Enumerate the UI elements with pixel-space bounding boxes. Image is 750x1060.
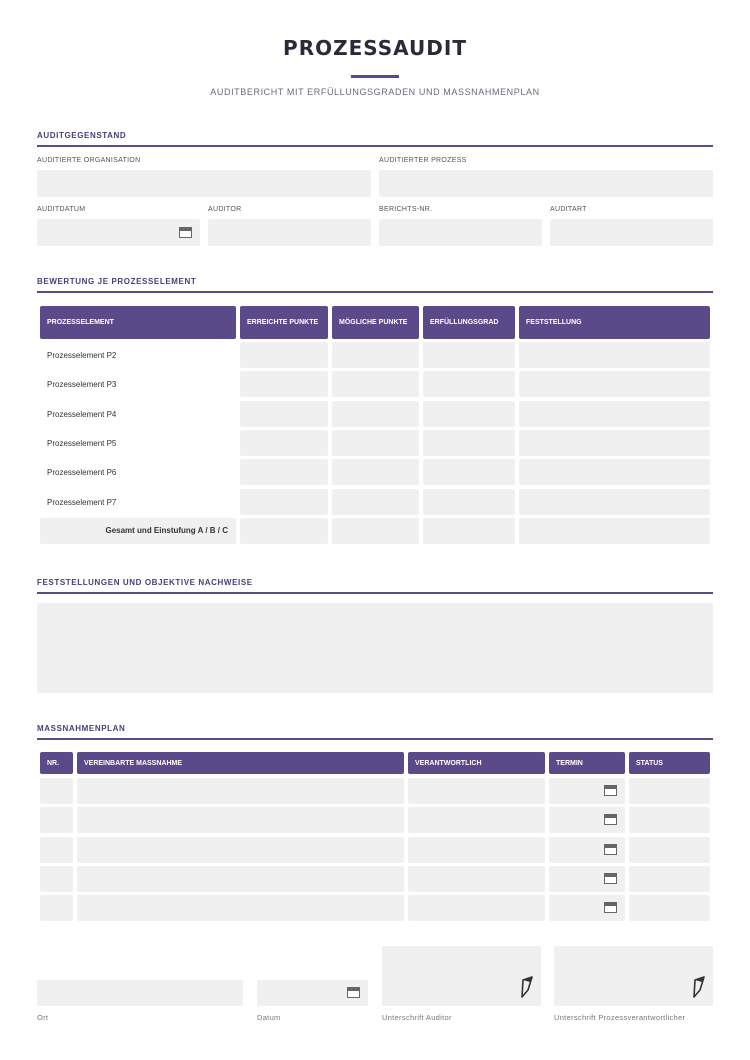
total-row-label: Gesamt und Einstufung A / B / C xyxy=(105,526,228,535)
evaluation-cell-achieved-points[interactable] xyxy=(240,401,328,427)
date-label: Datum xyxy=(257,1013,281,1022)
section-heading-action-plan: MASSNAHMENPLAN xyxy=(37,724,713,740)
action-cell-number[interactable] xyxy=(40,807,73,833)
column-header-fulfilment: ERFÜLLUNGSGRAD xyxy=(423,306,515,339)
total-fulfilment[interactable] xyxy=(423,518,515,544)
calendar-icon[interactable] xyxy=(347,987,360,998)
action-cell-action[interactable] xyxy=(77,895,404,921)
owner-signature-field[interactable] xyxy=(554,946,713,1006)
action-cell-responsible[interactable] xyxy=(408,778,545,804)
action-cell-status[interactable] xyxy=(629,778,710,804)
action-cell-deadline[interactable] xyxy=(549,866,625,892)
action-cell-number[interactable] xyxy=(40,866,73,892)
section-heading-audit-subject: AUDITGEGENSTAND xyxy=(37,131,713,147)
date-field[interactable] xyxy=(257,980,368,1006)
column-header-finding: FESTSTELLUNG xyxy=(519,306,710,339)
column-header-number: NR. xyxy=(40,752,73,774)
findings-textarea[interactable] xyxy=(37,603,713,693)
calendar-icon[interactable] xyxy=(604,814,617,825)
calendar-icon[interactable] xyxy=(179,227,192,238)
action-cell-action[interactable] xyxy=(77,837,404,863)
auditor-signature-label: Unterschrift Auditor xyxy=(382,1013,452,1022)
total-possible-points[interactable] xyxy=(332,518,419,544)
place-label: Ort xyxy=(37,1013,49,1022)
total-row-label-cell xyxy=(40,518,236,544)
action-cell-action[interactable] xyxy=(77,866,404,892)
auditor-field[interactable] xyxy=(208,219,371,246)
section-heading-evaluation: BEWERTUNG JE PROZESSELEMENT xyxy=(37,277,713,293)
total-achieved-points[interactable] xyxy=(240,518,328,544)
column-header-element: PROZESSELEMENT xyxy=(40,306,236,339)
audit-date-label: AUDITDATUM xyxy=(37,206,86,213)
evaluation-row-label: Prozesselement P2 xyxy=(47,351,117,360)
column-header-deadline: TERMIN xyxy=(549,752,625,774)
report-number-label: BERICHTS-NR. xyxy=(379,206,433,213)
evaluation-cell-finding[interactable] xyxy=(519,459,710,485)
audit-type-field[interactable] xyxy=(550,219,713,246)
evaluation-row-label: Prozesselement P5 xyxy=(47,439,117,448)
evaluation-cell-finding[interactable] xyxy=(519,342,710,368)
action-cell-action[interactable] xyxy=(77,807,404,833)
evaluation-cell-possible-points[interactable] xyxy=(332,430,419,456)
evaluation-cell-fulfilment[interactable] xyxy=(423,489,515,515)
evaluation-cell-fulfilment[interactable] xyxy=(423,342,515,368)
evaluation-cell-possible-points[interactable] xyxy=(332,401,419,427)
action-cell-deadline[interactable] xyxy=(549,807,625,833)
column-header-status: STATUS xyxy=(629,752,710,774)
title-underline xyxy=(351,75,399,78)
column-header-responsible: VERANTWORTLICH xyxy=(408,752,545,774)
auditor-label: AUDITOR xyxy=(208,206,242,213)
action-cell-number[interactable] xyxy=(40,895,73,921)
audit-type-label: AUDITART xyxy=(550,206,587,213)
auditor-signature-field[interactable] xyxy=(382,946,541,1006)
owner-signature-label: Unterschrift Prozessverantwortlicher xyxy=(554,1013,686,1022)
evaluation-cell-fulfilment[interactable] xyxy=(423,371,515,397)
evaluation-cell-finding[interactable] xyxy=(519,489,710,515)
calendar-icon[interactable] xyxy=(604,844,617,855)
action-cell-deadline[interactable] xyxy=(549,895,625,921)
evaluation-cell-fulfilment[interactable] xyxy=(423,459,515,485)
organisation-field[interactable] xyxy=(37,170,371,197)
action-cell-status[interactable] xyxy=(629,866,710,892)
column-header-action: VEREINBARTE MASSNAHME xyxy=(77,752,404,774)
process-label: AUDITIERTER PROZESS xyxy=(379,157,467,164)
evaluation-cell-achieved-points[interactable] xyxy=(240,342,328,368)
evaluation-cell-achieved-points[interactable] xyxy=(240,430,328,456)
action-cell-responsible[interactable] xyxy=(408,866,545,892)
evaluation-cell-achieved-points[interactable] xyxy=(240,489,328,515)
evaluation-row-label: Prozesselement P4 xyxy=(47,410,117,419)
page-subtitle: AUDITBERICHT MIT ERFÜLLUNGSGRADEN UND MASSNAHMENPLAN xyxy=(210,87,540,97)
action-cell-number[interactable] xyxy=(40,837,73,863)
evaluation-cell-possible-points[interactable] xyxy=(332,371,419,397)
evaluation-row-label: Prozesselement P6 xyxy=(47,468,117,477)
action-cell-number[interactable] xyxy=(40,778,73,804)
evaluation-cell-fulfilment[interactable] xyxy=(423,430,515,456)
evaluation-cell-possible-points[interactable] xyxy=(332,342,419,368)
action-cell-responsible[interactable] xyxy=(408,807,545,833)
action-cell-status[interactable] xyxy=(629,807,710,833)
process-field[interactable] xyxy=(379,170,713,197)
action-cell-responsible[interactable] xyxy=(408,895,545,921)
action-cell-status[interactable] xyxy=(629,895,710,921)
report-number-field[interactable] xyxy=(379,219,542,246)
column-header-achieved-points: ERREICHTE PUNKTE xyxy=(240,306,328,339)
action-cell-status[interactable] xyxy=(629,837,710,863)
page-title: PROZESSAUDIT xyxy=(283,36,467,60)
place-field[interactable] xyxy=(37,980,243,1006)
evaluation-cell-fulfilment[interactable] xyxy=(423,401,515,427)
evaluation-cell-finding[interactable] xyxy=(519,371,710,397)
evaluation-row-label: Prozesselement P3 xyxy=(47,380,117,389)
calendar-icon[interactable] xyxy=(604,873,617,884)
evaluation-cell-finding[interactable] xyxy=(519,430,710,456)
action-cell-responsible[interactable] xyxy=(408,837,545,863)
evaluation-cell-achieved-points[interactable] xyxy=(240,371,328,397)
action-cell-deadline[interactable] xyxy=(549,837,625,863)
signature-pen-icon xyxy=(520,976,534,998)
evaluation-cell-achieved-points[interactable] xyxy=(240,459,328,485)
signature-pen-icon xyxy=(692,976,706,998)
action-cell-action[interactable] xyxy=(77,778,404,804)
evaluation-row-label: Prozesselement P7 xyxy=(47,498,117,507)
calendar-icon[interactable] xyxy=(604,785,617,796)
organisation-label: AUDITIERTE ORGANISATION xyxy=(37,157,141,164)
evaluation-cell-possible-points[interactable] xyxy=(332,459,419,485)
calendar-icon[interactable] xyxy=(604,902,617,913)
total-finding[interactable] xyxy=(519,518,710,544)
section-heading-findings: FESTSTELLUNGEN UND OBJEKTIVE NACHWEISE xyxy=(37,578,713,594)
action-cell-deadline[interactable] xyxy=(549,778,625,804)
audit-date-field[interactable] xyxy=(37,219,200,246)
evaluation-cell-possible-points[interactable] xyxy=(332,489,419,515)
evaluation-cell-finding[interactable] xyxy=(519,401,710,427)
column-header-possible-points: MÖGLICHE PUNKTE xyxy=(332,306,419,339)
